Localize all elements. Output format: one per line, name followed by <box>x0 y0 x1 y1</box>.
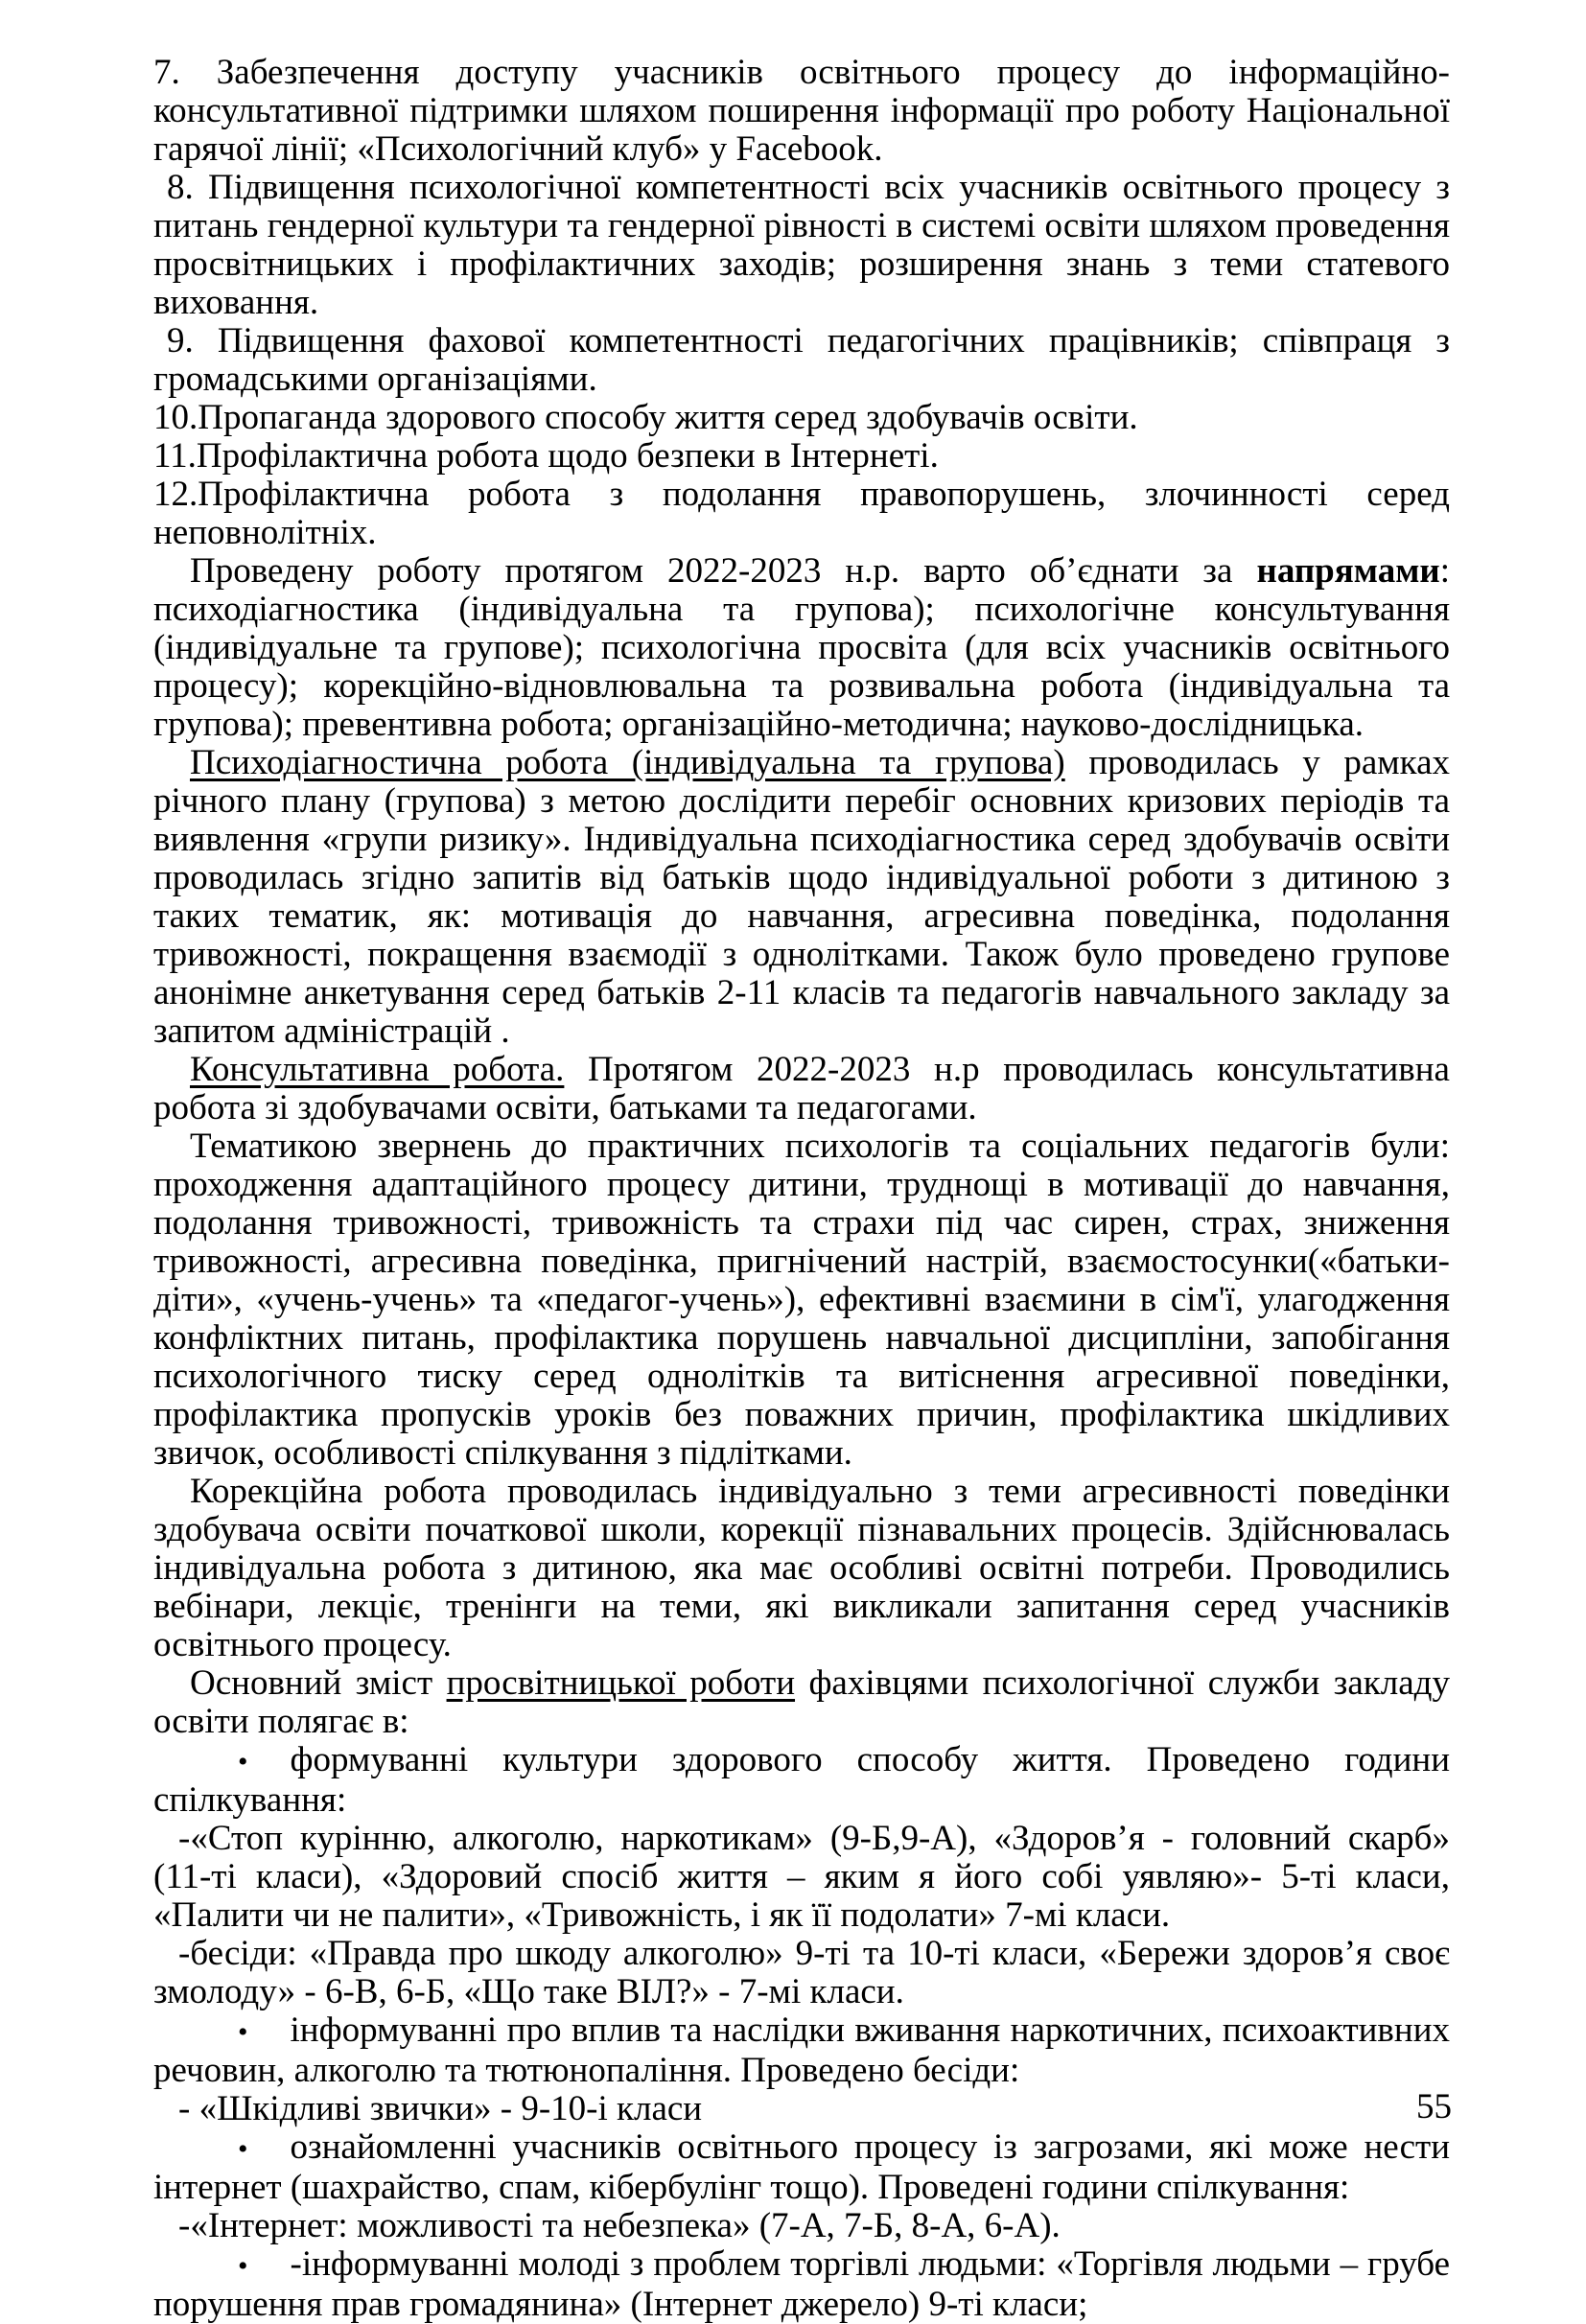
paragraph-psychodiagnostic <box>153 744 1450 1051</box>
numbered-item-12: 12.Профілактична робота з подолання правопорушень, злочинності серед неповнолітніх. <box>153 475 1450 552</box>
education-text-after: фахівцями психологічної служби закладу освіти полягає в: <box>153 1663 1450 1741</box>
dash-item-bad-habits: - «Шкідливі звички» - 9-10-і класи <box>178 2089 703 2128</box>
directions-bold-term: напрямами <box>1256 551 1440 591</box>
bullet-icon: • <box>238 2133 248 2165</box>
numbered-item-11: 11.Профілактична робота щодо безпеки в Інтернеті. <box>153 436 939 476</box>
dash-item-talks-alcohol: -бесіди: «Правда про шкоду алкоголю» 9-ті та 10-ті класи, «Бережи здоров’я своє змолоду» - 6-В, 6-Б, «Що таке ВІЛ?» - 7-мі класи. <box>153 1934 1450 2011</box>
numbered-item-7: 7. Забезпечення доступу учасників освітнього процесу до інформаційно-консультативної підтримки шляхом поширення інформації про роботу Національної гарячої лінії; «Психологічний клуб» у Facebook. <box>153 53 1450 169</box>
bullet-item-text: -інформуванні молоді з проблем торгівлі людьми: «Торгівля людьми – грубе порушення прав громадянина» (Інтернет джерело) 9-ті класи; <box>153 2244 1450 2324</box>
numbered-item-8: 8. Підвищення психологічної компетентності всіх учасників освітнього процесу з питань гендерної культури та гендерної рівності в системі освіти шляхом проведення просвітницьких і профілактичних заходів; розширення знань з теми статевого виховання. <box>153 168 1450 322</box>
bullet-item-healthy-lifestyle <box>153 1741 1450 1820</box>
consultative-text: Протягом 2022-2023 н.р проводилась консультативна робота зі здобувачами освіти, батьками та педагогами. <box>153 1050 1450 1127</box>
bullet-item-text: інформуванні про вплив та наслідки вживання наркотичних, психоактивних речовин, алкоголю та тютюнопаління. Проведено бесіди: <box>153 2010 1450 2090</box>
bullet-icon: • <box>238 2250 248 2282</box>
bullet-item-substance-information <box>153 2011 1450 2090</box>
psychodiagnostic-heading: Психодіагностична робота (індивідуальна та групова) <box>190 743 1065 782</box>
bullet-item-text: формуванні культури здорового способу життя. Проведено години спілкування: <box>153 1740 1450 1820</box>
consultative-heading: Консультативна робота. <box>190 1050 565 1089</box>
dash-item-stop-smoking: -«Стоп курінню, алкоголю, наркотикам» (9-Б,9-А), «Здоров’я - головний скарб» (11-ті класи), «Здоровий спосіб життя – яким я його собі уявляю»- 5-ті класи, «Палити чи не палити», «Тривожність, і як її подолати» 7-мі класи. <box>153 1819 1450 1935</box>
psychodiagnostic-text: проводилась у рамках річного плану (групова) з метою дослідити перебіг основних кризових періодів та виявлення «групи ризику». Індивідуальна психодіагностика серед здобувачів освіти проводилась згідно запитів від батьків щодо індивідуальної роботи з дитиною з таких тематик, як: мотивація до навчання, агресивна поведінка, подолання тривожності, покращення взаємодії з однолітками. Також було проведено групове анонімне анкетування серед батьків 2-11 класів та педагогів навчального закладу за запитом адміністрацій . <box>153 743 1450 1051</box>
education-underlined-term: просвітницької роботи <box>446 1663 796 1703</box>
page-number: 55 <box>1416 2087 1452 2126</box>
numbered-item-9: 9. Підвищення фахової компетентності педагогічних працівників; співпраця з громадськими організаціями. <box>153 321 1450 399</box>
paragraph-topics: Тематикою звернень до практичних психологів та соціальних педагогів були: проходження адаптаційного процесу дитини, труднощі в мотивації до навчання, подолання тривожності, тривожність та страхи під час сирен, страх, зниження тривожності, агресивна поведінка, пригнічений настрій, взаємостосунки(«батьки-діти», «учень-учень» та «педагог-учень»), ефективні взаємини в сім'ї, улагодження конфліктних питань, профілактика порушень навчальної дисципліни, запобігання психологічного тиску серед однолітків та витіснення агресивної поведінки, профілактика пропусків уроків без поважних причин, профілактика шкідливих звичок, особливості спілкування з підлітками. <box>153 1127 1450 1473</box>
bullet-item-text: ознайомленні учасників освітнього процесу із загрозами, які може нести інтернет (шахрайство, спам, кібербулінг тощо). Проведені години спілкування: <box>153 2127 1450 2207</box>
directions-text-after: : психодіагностика (індивідуальна та групова); психологічне консультування (індивідуальне та групове); психологічна просвіта (для всіх учасників освітнього процесу); корекційно-відновлювальна та розвивальна робота (індивідуальна та групова); превентивна робота; організаційно-методична; науково-дослідницька. <box>153 551 1450 744</box>
paragraph-correction: Корекційна робота проводилась індивідуально з теми агресивності поведінки здобувача освіти початкової школи, корекції пізнавальних процесів. Здійснювалась індивідуальна робота з дитиною, яка має особливі освітні потреби. Проводились вебінари, лекціє, тренінги на теми, які викликали запитання серед учасників освітнього процесу. <box>153 1472 1450 1664</box>
bullet-icon: • <box>238 1746 248 1778</box>
directions-text-before: Проведену роботу протягом 2022-2023 н.р. варто об’єднати за <box>190 551 1257 591</box>
numbered-item-10: 10.Пропаганда здорового способу життя серед здобувачів освіти. <box>153 398 1138 437</box>
bullet-icon: • <box>238 2016 248 2048</box>
bullet-item-human-trafficking <box>153 2245 1450 2324</box>
paragraph-education-intro <box>153 1664 1450 1741</box>
education-text-before: Основний зміст <box>190 1663 447 1703</box>
paragraph-consultative <box>153 1051 1450 1127</box>
dash-item-internet-opportunities: -«Інтернет: можливості та небезпека» (7-А, 7-Б, 8-А, 6-А). <box>178 2206 1061 2245</box>
paragraph-directions <box>153 552 1450 744</box>
bullet-item-internet-threats <box>153 2128 1450 2207</box>
